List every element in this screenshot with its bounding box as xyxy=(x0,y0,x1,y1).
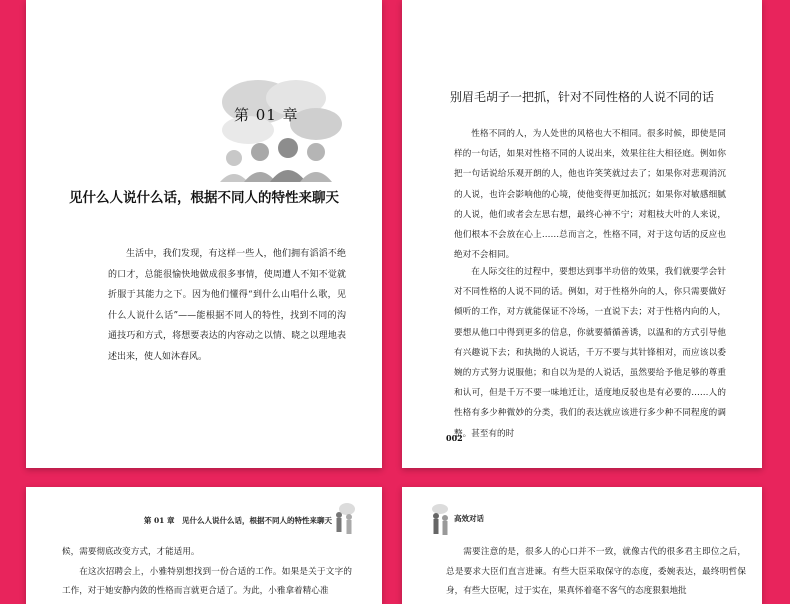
running-head: 第 01 章 见什么人说什么话，根据不同人的特性来聊天 xyxy=(143,516,332,525)
body-paragraph: 在这次招聘会上，小雅特别想找到一份合适的工作。如果是关于文字的工作，对于她安静内敛的性格而言就更合适了。为此，小雅拿着精心准 xyxy=(62,566,352,596)
running-head: 高效对话 xyxy=(454,514,484,523)
section-heading: 别眉毛胡子一把抓，针对不同性格的人说不同的话 xyxy=(449,90,714,104)
body-paragraph: 性格不同的人，为人处世的风格也大不相同。很多时候，即使是同样的一句话，如果对性格不同的人说出来，效果往往大相径庭。例如你把一句话说给乐观开朗的人，他也许笑笑就过去了；如果你对悲观消沉的人说，也许会影响他的心境，使他变得更加抵沉；如果你对敏感细腻的人说，他们或者会左思右想，最终心神不宁；对粗枝大叶的人来说，他们根本不会放在心上……总而言之，性格不同，对于这句话的反应也绝对不会相同。 xyxy=(454,129,726,261)
chapter-people-bubbles-illustration xyxy=(198,72,348,182)
chapter-label: 第 01 章 xyxy=(234,106,299,124)
page-chapter-opening xyxy=(26,0,382,468)
people-silhouette-icon xyxy=(331,499,357,539)
page-section-text xyxy=(402,0,762,468)
body-paragraph: 在人际交往的过程中，要想达到事半功倍的效果，我们就要学会针对不同性格的人说不同的话。例如，对于性格外向的人，你只需要做好倾听的工作，对方就能保证不冷场，一直说下去；对于性格内向的人，要想从他口中得到更多的信息，你就要循循善诱，以温和的方式引导他有兴趣说下去；和执拗的人说话，千万不要与其针锋相对，而应该以委婉的方式努力说服他；和自以为是的人说话，虽然要给予他足够的尊重和认可，但是千万不要一味地迁让，适度地反驳也是有必要的……人的性格有多少种微妙的分类，我们的表达就应该进行多少种不同程度的调整。甚至有的时 xyxy=(454,267,726,439)
chapter-title: 见什么人说什么话，根据不同人的特性来聊天 xyxy=(69,190,339,206)
page-continued-right xyxy=(402,487,762,604)
body-paragraph: 需要注意的是，很多人的心口并不一致，就像古代的很多君主即位之后，总是要求大臣们直言进谏。有些大臣采取保守的态度，委婉表达，最终明哲保身，有些大臣呢，过于实在，果真怀着毫不客气的态度狠狠地批 xyxy=(446,547,746,596)
people-silhouette-icon xyxy=(428,501,452,541)
page-continued-left xyxy=(26,487,382,604)
chapter-intro-text: 生活中，我们发现，有这样一些人，他们拥有滔滔不绝的口才，总能很愉快地做成很多事情，使周遭人不知不觉就折服于其能力之下。因为他们懂得“到什么山唱什么歌，见什么人说什么话”——能根据不同人的特性，找到不同的沟通技巧和方式，将想要表达的内容动之以情、晓之以理地表述出来，使人如沐春风。 xyxy=(108,249,346,362)
page-number: 002 xyxy=(446,433,463,443)
body-line: 候，需要彻底改变方式，才能适用。 xyxy=(62,547,200,557)
body-text-block xyxy=(62,543,352,602)
